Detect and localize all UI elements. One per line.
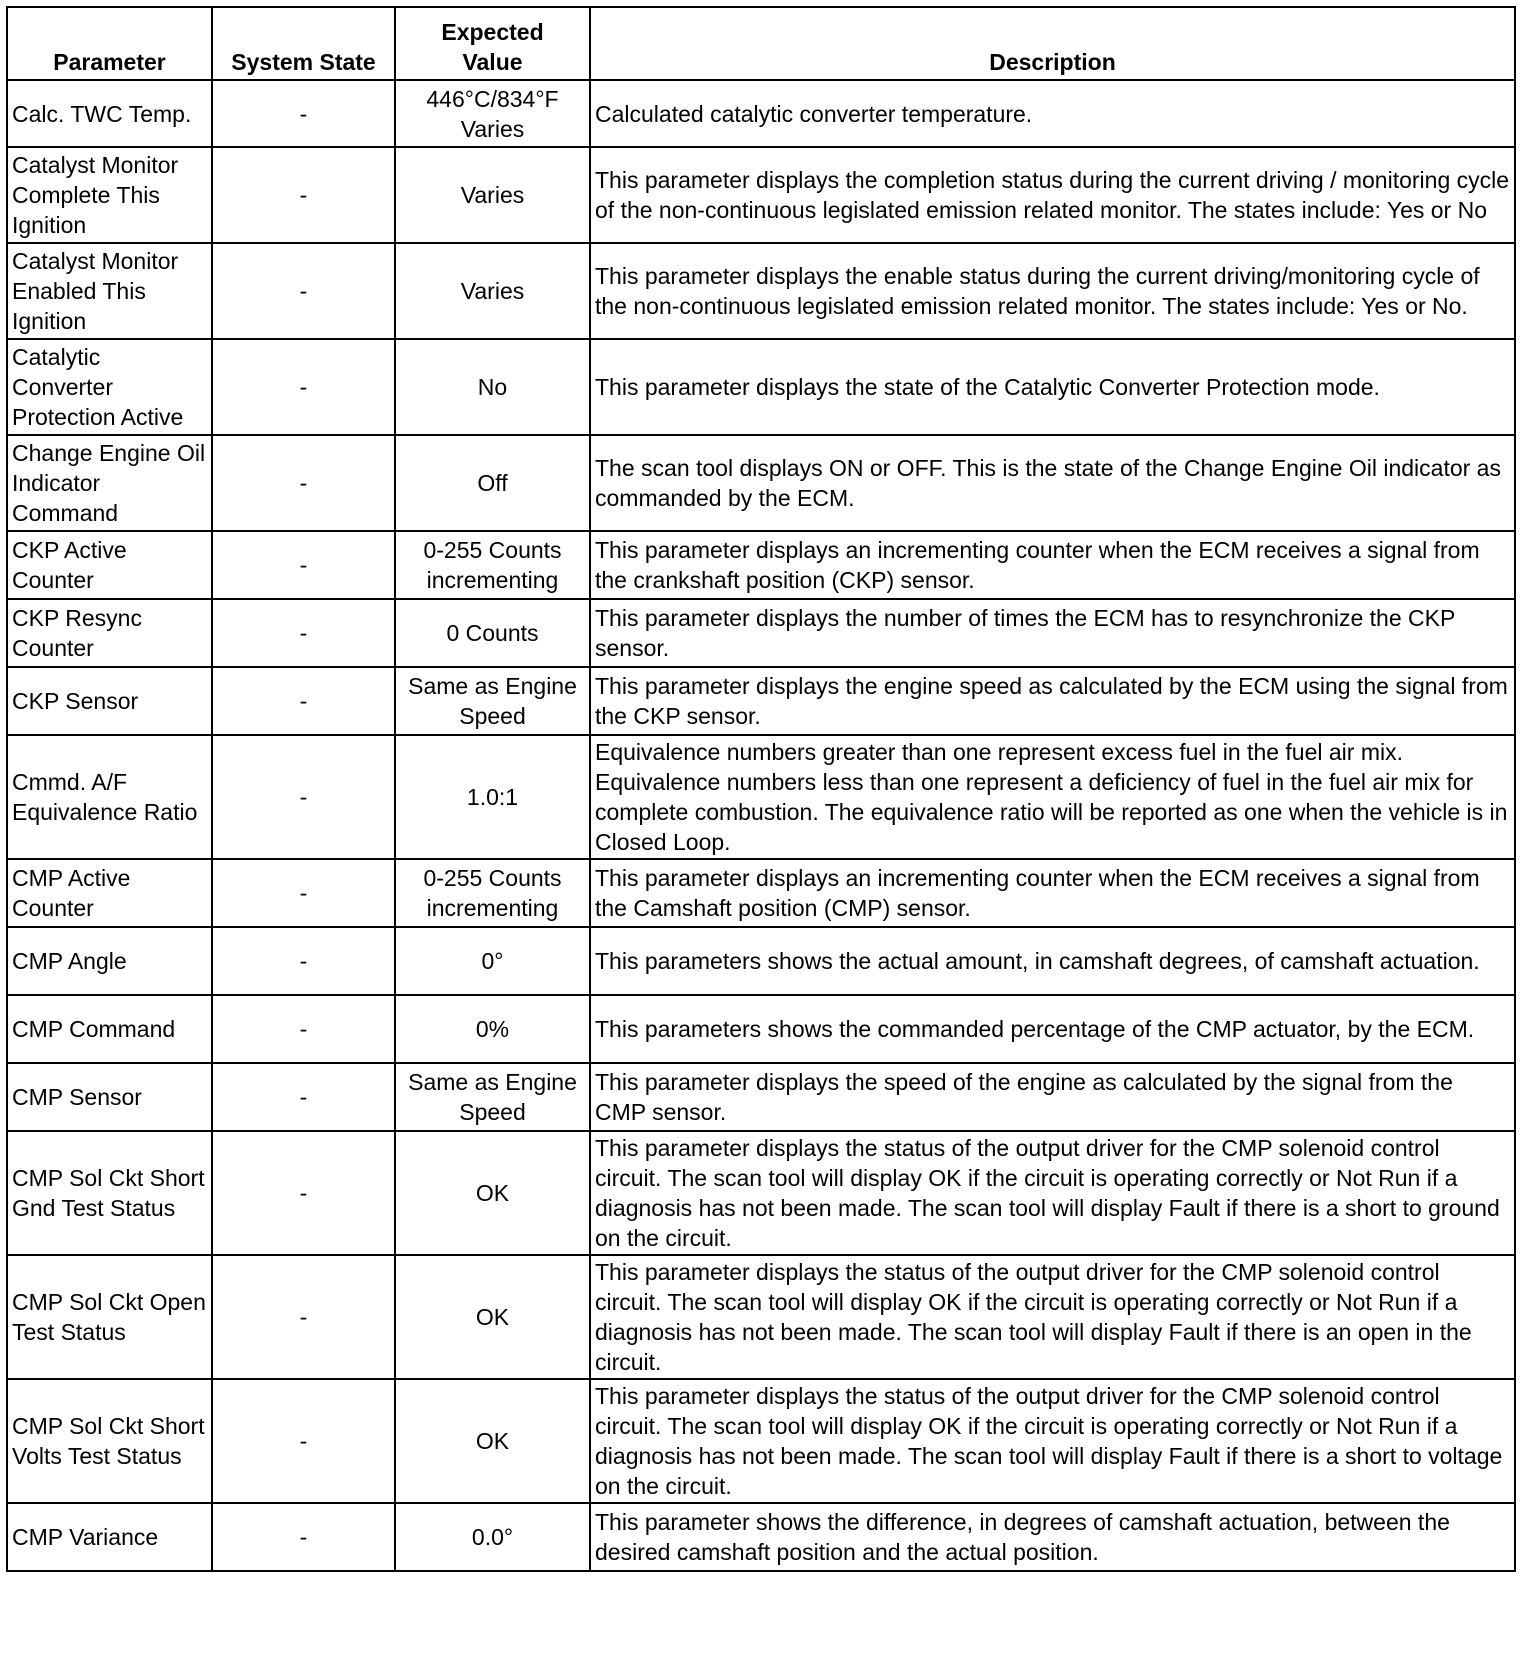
cell-parameter: CKP Sensor xyxy=(7,667,212,735)
cell-parameter: Calc. TWC Temp. xyxy=(7,80,212,147)
cell-expected-value: 446°C/834°F Varies xyxy=(395,80,590,147)
cell-parameter: Cmmd. A/F Equivalence Ratio xyxy=(7,735,212,859)
cell-system-state: - xyxy=(212,435,395,531)
table-row xyxy=(7,859,1515,927)
table-row xyxy=(7,599,1515,667)
cell-parameter: CMP Active Counter xyxy=(7,859,212,927)
cell-expected-value: 0 Counts xyxy=(395,599,590,667)
table-row xyxy=(7,147,1515,243)
cell-parameter: CMP Variance xyxy=(7,1503,212,1571)
table-row xyxy=(7,80,1515,147)
cell-system-state: - xyxy=(212,1131,395,1255)
table-row xyxy=(7,995,1515,1063)
cell-description: This parameter displays an incrementing counter when the ECM receives a signal from the crankshaft position (CKP) sensor. xyxy=(590,531,1515,599)
cell-system-state: - xyxy=(212,1379,395,1503)
header-system-state: System State xyxy=(212,7,395,80)
cell-description: This parameter displays the status of the output driver for the CMP solenoid control circuit. The scan tool will display OK if the circuit is operating correctly or Not Run if a diagnosis has not been made. The scan tool will display Fault if there is a short to ground on the circuit. xyxy=(590,1131,1515,1255)
cell-parameter: Catalyst Monitor Enabled This Ignition xyxy=(7,243,212,339)
cell-description: This parameters shows the actual amount, in camshaft degrees, of camshaft actuation. xyxy=(590,927,1515,995)
table-row xyxy=(7,339,1515,435)
cell-description: This parameter displays the status of the output driver for the CMP solenoid control circuit. The scan tool will display OK if the circuit is operating correctly or Not Run if a diagnosis has not been made. The scan tool will display Fault if there is an open in the circuit. xyxy=(590,1255,1515,1379)
cell-system-state: - xyxy=(212,243,395,339)
cell-system-state: - xyxy=(212,1063,395,1131)
cell-description: This parameter displays the engine speed as calculated by the ECM using the signal from the CKP sensor. xyxy=(590,667,1515,735)
cell-parameter: Catalytic Converter Protection Active xyxy=(7,339,212,435)
cell-description: This parameter shows the difference, in degrees of camshaft actuation, between the desired camshaft position and the actual position. xyxy=(590,1503,1515,1571)
table-body xyxy=(7,80,1515,1571)
cell-expected-value: 0-255 Counts incrementing xyxy=(395,531,590,599)
header-expected-value-line1: Expected xyxy=(441,19,544,45)
cell-description: This parameter displays the completion status during the current driving / monitoring cycle of the non-continuous legislated emission related monitor. The states include: Yes or No xyxy=(590,147,1515,243)
cell-expected-value: OK xyxy=(395,1379,590,1503)
cell-expected-value: 1.0:1 xyxy=(395,735,590,859)
cell-expected-value: Same as Engine Speed xyxy=(395,1063,590,1131)
table-row xyxy=(7,1379,1515,1503)
cell-parameter: CMP Sensor xyxy=(7,1063,212,1131)
cell-parameter: CMP Sol Ckt Open Test Status xyxy=(7,1255,212,1379)
header-expected-value xyxy=(395,7,590,80)
cell-expected-value: OK xyxy=(395,1255,590,1379)
cell-system-state: - xyxy=(212,667,395,735)
parameter-table xyxy=(6,6,1516,1572)
cell-expected-value: Varies xyxy=(395,147,590,243)
cell-system-state: - xyxy=(212,531,395,599)
cell-system-state: - xyxy=(212,735,395,859)
cell-expected-value: 0% xyxy=(395,995,590,1063)
cell-expected-value: OK xyxy=(395,1131,590,1255)
table-row xyxy=(7,1503,1515,1571)
cell-system-state: - xyxy=(212,339,395,435)
header-row xyxy=(7,7,1515,80)
cell-expected-value: 0.0° xyxy=(395,1503,590,1571)
table-row xyxy=(7,735,1515,859)
table-row xyxy=(7,243,1515,339)
cell-description: This parameter displays the state of the Catalytic Converter Protection mode. xyxy=(590,339,1515,435)
cell-system-state: - xyxy=(212,995,395,1063)
cell-description: This parameter displays the number of times the ECM has to resynchronize the CKP sensor. xyxy=(590,599,1515,667)
cell-system-state: - xyxy=(212,1503,395,1571)
cell-system-state: - xyxy=(212,599,395,667)
cell-description: This parameter displays the enable status during the current driving/monitoring cycle of the non-continuous legislated emission related monitor. The states include: Yes or No. xyxy=(590,243,1515,339)
table-row xyxy=(7,1131,1515,1255)
table-row xyxy=(7,1255,1515,1379)
cell-expected-value: No xyxy=(395,339,590,435)
cell-system-state: - xyxy=(212,927,395,995)
cell-parameter: CMP Sol Ckt Short Gnd Test Status xyxy=(7,1131,212,1255)
cell-system-state: - xyxy=(212,80,395,147)
cell-parameter: CKP Active Counter xyxy=(7,531,212,599)
cell-parameter: CKP Resync Counter xyxy=(7,599,212,667)
table-row xyxy=(7,667,1515,735)
cell-description: Calculated catalytic converter temperature. xyxy=(590,80,1515,147)
cell-description: This parameter displays the status of the output driver for the CMP solenoid control circuit. The scan tool will display OK if the circuit is operating correctly or Not Run if a diagnosis has not been made. The scan tool will display Fault if there is a short to voltage on the circuit. xyxy=(590,1379,1515,1503)
cell-expected-value: Same as Engine Speed xyxy=(395,667,590,735)
cell-expected-value: 0-255 Counts incrementing xyxy=(395,859,590,927)
cell-system-state: - xyxy=(212,147,395,243)
cell-description: The scan tool displays ON or OFF. This is the state of the Change Engine Oil indicator as commanded by the ECM. xyxy=(590,435,1515,531)
cell-system-state: - xyxy=(212,1255,395,1379)
header-expected-value-line2: Value xyxy=(462,49,523,75)
table-row xyxy=(7,927,1515,995)
cell-description: This parameter displays the speed of the engine as calculated by the signal from the CMP sensor. xyxy=(590,1063,1515,1131)
cell-parameter: Change Engine Oil Indicator Command xyxy=(7,435,212,531)
cell-system-state: - xyxy=(212,859,395,927)
cell-parameter: Catalyst Monitor Complete This Ignition xyxy=(7,147,212,243)
table-row xyxy=(7,531,1515,599)
cell-description: Equivalence numbers greater than one represent excess fuel in the fuel air mix. Equivalence numbers less than one represent a deficiency of fuel in the fuel air mix for complete combustion. The equivalence ratio will be reported as one when the vehicle is in Closed Loop. xyxy=(590,735,1515,859)
cell-expected-value: Varies xyxy=(395,243,590,339)
cell-parameter: CMP Sol Ckt Short Volts Test Status xyxy=(7,1379,212,1503)
table-row xyxy=(7,1063,1515,1131)
header-parameter: Parameter xyxy=(7,7,212,80)
header-description: Description xyxy=(590,7,1515,80)
cell-description: This parameters shows the commanded percentage of the CMP actuator, by the ECM. xyxy=(590,995,1515,1063)
cell-expected-value: 0° xyxy=(395,927,590,995)
cell-description: This parameter displays an incrementing counter when the ECM receives a signal from the Camshaft position (CMP) sensor. xyxy=(590,859,1515,927)
cell-parameter: CMP Command xyxy=(7,995,212,1063)
cell-parameter: CMP Angle xyxy=(7,927,212,995)
table-header xyxy=(7,7,1515,80)
cell-expected-value: Off xyxy=(395,435,590,531)
table-row xyxy=(7,435,1515,531)
